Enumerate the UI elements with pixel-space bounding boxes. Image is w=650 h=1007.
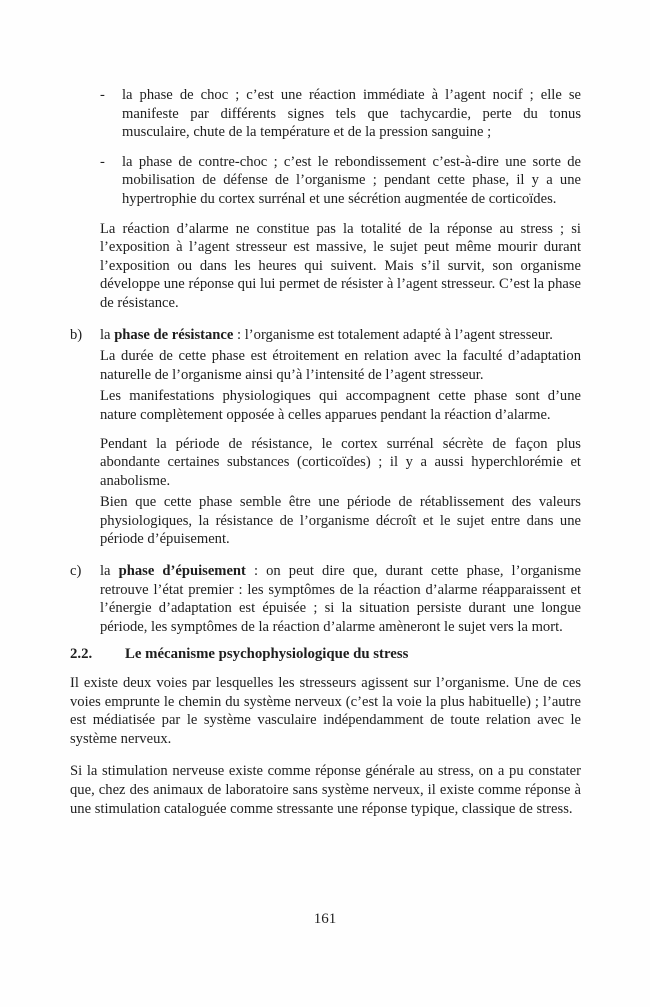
- section-heading: [70, 645, 581, 664]
- lead-bold-phrase: phase d’épuisement: [118, 563, 246, 580]
- dash-marker: -: [100, 153, 105, 170]
- bullet-item-countershock-phase: [100, 153, 581, 209]
- item-label-c: c): [70, 563, 82, 580]
- bullet-text-shock-phase: la phase de choc ; c’est une réaction immédiate à l’agent nocif ; elle se manifeste par différents signes tels que tachycardie, perte du tonus musculaire, chute de la température et de la pression sanguine ;: [122, 87, 581, 141]
- dash-marker: -: [100, 87, 105, 103]
- lead-prefix: la: [100, 563, 119, 580]
- text-column: [70, 86, 581, 818]
- lead-rest: : l’organisme est totalement adapté à l’agent stresseur.: [233, 326, 553, 343]
- bullet-item-shock-phase: [100, 86, 581, 142]
- heading-number: 2.2.: [70, 646, 93, 663]
- item-b-lead: [100, 326, 581, 345]
- list-item-b-resistance-phase: [70, 326, 581, 425]
- paragraph-phase-decline: Bien que cette phase semble être une période de rétablissement des valeurs physiologiques, la résistance de l’organisme décroît et le sujet entre dans une période d’épuisement.: [100, 494, 581, 548]
- item-b-paragraph-manifestations: Les manifestations physiologiques qui accompagnent cette phase sont d’une nature complètement opposée à celles apparues pendant la réaction d’alarme.: [100, 388, 581, 423]
- resistance-period-block: [100, 435, 581, 550]
- page-number: 161: [313, 911, 337, 927]
- paragraph-nervous-stimulation: Si la stimulation nerveuse existe comme réponse générale au stress, on a pu constater que, chez des animaux de laboratoire sans système nerveux, il existe comme réponse à une stimulation cataloguée comme stressante une réponse typique, classique de stress.: [70, 763, 581, 817]
- paragraph-cortex-secretion: Pendant la période de résistance, le cortex surrénal sécrète de façon plus abondante certaines substances (corticoïdes) ; il y a aussi hyperchlorémie et anabolisme.: [100, 435, 581, 489]
- alarm-reaction-paragraph: La réaction d’alarme ne constitue pas la totalité de la réponse au stress ; si l’exposition à l’agent stresseur est massive, le sujet peut même mourir durant l’exposition ou dans les heures qui suivent. Mais s’il survit, son organisme développe une réponse qui lui permet de résister à l’agent stresseur. C’est la phase de résistance.: [100, 220, 581, 311]
- item-body-b: [100, 326, 581, 425]
- heading-title: Le mécanisme psychophysiologique du stress: [125, 646, 409, 663]
- item-c-lead: [100, 562, 581, 636]
- item-label-b: b): [70, 326, 83, 343]
- paragraph-stress-pathways: Il existe deux voies par lesquelles les stresseurs agissent sur l’organisme. Une de ces voies emprunte le chemin du système nerveux (c’est la voie la plus habituelle) ; l’autre est médiatisée par le système vasculaire indépendamment de toute relation avec le système nerveux.: [70, 675, 581, 747]
- list-item-c-exhaustion-phase: [70, 562, 581, 636]
- lead-prefix: la: [100, 326, 115, 343]
- lead-rest: : on peut dire que, durant cette phase, l’organisme retrouve l’état premier : les symptômes de la réaction d’alarme réapparaissent et l’énergie d’adaptation est épuisée ; si la situation persiste durant une longue période, les symptômes de la réaction d’alarme amèneront le sujet vers la mort.: [100, 563, 581, 635]
- item-body-c: [100, 562, 581, 636]
- item-b-paragraph-duration: La durée de cette phase est étroitement en relation avec la faculté d’adaptation naturelle de l’organisme ainsi qu’à l’intensité de l’agent stresseur.: [100, 348, 581, 383]
- lead-bold-phrase: phase de résistance: [114, 326, 234, 343]
- bullet-text-countershock-phase: la phase de contre-choc ; c’est le rebondissement c’est-à-dire une sorte de mobilisation de défense de l’organisme ; pendant cette phase, il y a une hypertrophie du cortex surrénal et une sécrétion augmentée de corticoïdes.: [122, 153, 581, 207]
